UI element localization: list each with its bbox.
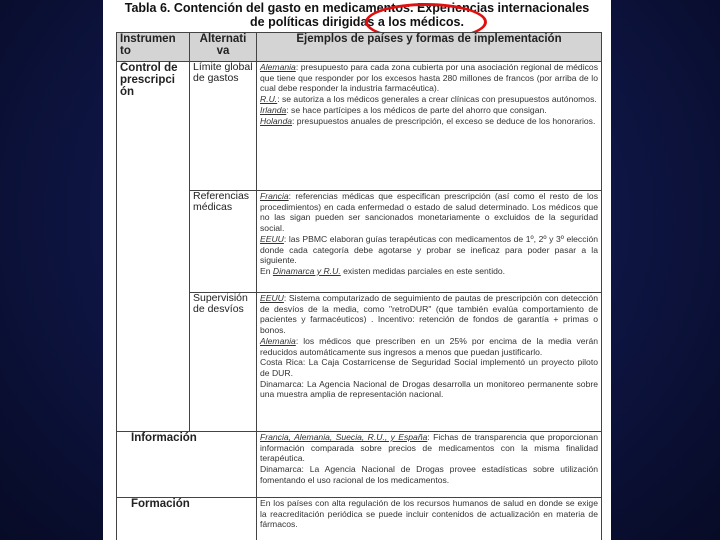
example-text: Dinamarca: La Agencia Nacional de Drogas desarrolla un monitoreo permanente sobre una muestra amplia de representación nacional. [260,378,598,400]
example-text: Dinamarca: La Agencia Nacional de Drogas provee estadísticas sobre utilización fomentando el uso racional de los medicamentos. [260,464,598,485]
header-ejemplos: Ejemplos de países y formas de implementación [257,33,602,62]
ejemplos-referencias [257,191,602,293]
country-label: Francia, Alemania, Suecia, R.U., y España [260,432,428,442]
title-line-2: de políticas dirigidas a los médicos. [250,15,464,29]
ejemplos-supervision [257,293,602,432]
country-label: R.U. [260,94,278,105]
country-label: Francia [260,191,289,201]
policy-table [116,32,602,540]
country-label: Holanda [260,115,293,126]
table-header-row [117,33,602,62]
ejemplos-informacion [257,432,602,498]
ejemplos-formacion [257,498,602,540]
table-row [117,498,602,540]
instrumento-control: Control de prescripci ón [117,62,190,432]
example-text: : se autoriza a los médicos generales a crear clínicas con presupuestos autónomos. [277,94,597,105]
country-label: Alemania [260,62,296,72]
example-text: : las PBMC elaboran guías terapéuticas con medicamentos de 1º, 2º y 3º elección donde cada categoría debe agotarse y probar se ineficaz para poder pasar a la siguiente. [260,233,598,266]
title-line-1: Tabla 6. Contención del gasto en medicamentos. Experiencias internacionales [124,1,590,15]
example-text: : Sistema computarizado de seguimiento de pautas de prescripción con detección de desvíos de la media, como "retroDUR" (que también evalúa comportamiento de pacientes y farmacéuticos) . Incentivo: retención de fondos de garantía + primas o bonos. [260,293,598,336]
example-text: : los médicos que prescriben en un 25% por encima de la media verán reducidos automáticamente sus ingresos a menos que puedan justificarlo. [260,335,598,357]
header-alternativa: Alternati va [190,33,257,62]
country-label: EEUU [260,233,284,244]
example-text: Costa Rica: La Caja Costarricense de Seguridad Social implementó un proyecto piloto de DUR. [260,357,598,378]
table-row [117,432,602,498]
header-instrumento: Instrumen to [117,33,190,62]
document-page [103,0,611,540]
example-text: En los países con alta regulación de los recursos humanos de salud en donde se exige la reacreditación periódica se puede incluir contenidos de actualización en materia de fármacos. [260,498,598,530]
instrumento-formacion: Formación [117,498,257,540]
table-row [117,62,602,191]
instrumento-informacion: Información [117,432,257,498]
country-label: EEUU [260,293,284,303]
alternativa-supervision: Supervisión de desvíos [190,293,257,432]
table-row [117,191,602,293]
alternativa-referencias: Referencias médicas [190,191,257,293]
example-text: : se hace partícipes a los médicos de parte del ahorro que consigan. [286,104,547,115]
table-row [117,293,602,432]
country-label: Dinamarca y R.U. [272,265,341,276]
ejemplos-limite [257,62,602,191]
example-text: : Fichas de transparencia que proporcionan información comparada sobre precios de medicamentos con la misma finalidad terapéutica. [260,432,598,464]
country-label: Irlanda [260,104,287,115]
country-label: Alemania [260,335,296,346]
example-text: existen medidas parciales en este sentido. [340,265,506,276]
example-text: En [260,265,273,276]
table-title [103,1,611,29]
example-text: : presupuestos anuales de prescripción, el exceso se deduce de los honorarios. [292,115,596,126]
example-text: : referencias médicas que especifican prescripción (así como el resto de los procedimientos) en cada enfermedad o estado de salud determinado. Los médicos que no las sigan pueden ser sancionados monetariamente o excluidos de la seguridad social. [260,191,598,234]
example-text: : presupuesto para cada zona cubierta por una asociación regional de médicos que tiene que responder por los excesos hasta 280 millones de francos (por arriba de lo cual debe responder la industria farmacéutica). [260,62,598,94]
alternativa-limite: Límite global de gastos [190,62,257,191]
